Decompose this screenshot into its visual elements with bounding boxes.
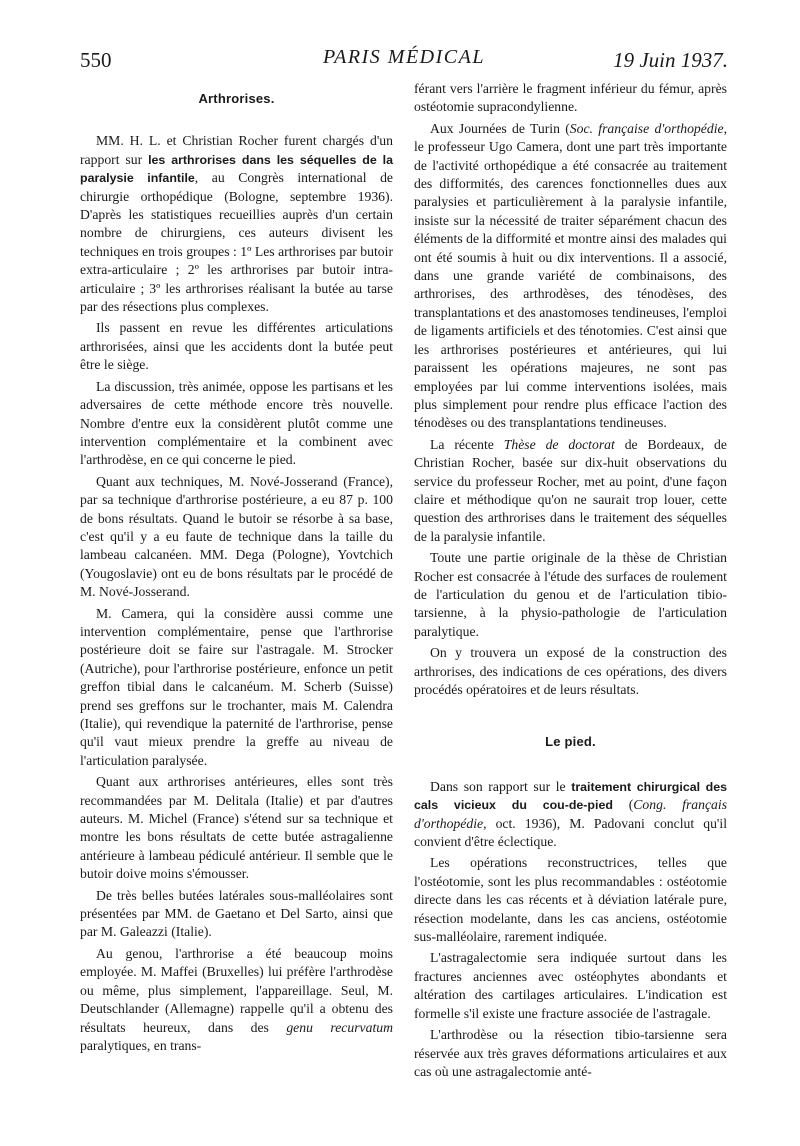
- paragraph: L'astragalectomie sera indiquée surtout dans les fractures anciennes avec ostéophytes abondants et altération des cartilages articulaires. L'indication est formelle s'il existe une fracture associée de l'astragale.: [414, 950, 727, 1021]
- paragraph: férant vers l'arrière le fragment inférieur du fémur, après ostéotomie supracondylienne.: [414, 81, 727, 115]
- text-run: de Bordeaux, de Christian Rocher, basée sur dix-huit observations du service du professeur Rocher, met au point, d'une façon claire et méthodique qu'on ne saurait trop louer, cette question des arthrorises dans le traitement des séquelles de la paralysie infantile.: [414, 436, 727, 544]
- paragraph: Ils passent en revue les différentes articulations arthrorisées, ainsi que les accidents dont la butée peut être le siège.: [80, 320, 393, 373]
- right-column: [414, 80, 727, 1084]
- paragraph: [80, 945, 393, 1055]
- text-run: Dans son rapport sur le: [430, 778, 572, 794]
- italic-run: Cong. français d'orthopédie: [414, 797, 728, 831]
- bold-run: traitement chirurgical des cals vicieux du cou-de-pied: [414, 779, 727, 813]
- journal-title: PARIS MÉDICAL: [323, 46, 485, 68]
- paragraph: L'arthrodèse ou la résection tibio-tarsienne sera réservée aux très graves déformations articulaires et aux cas où une astragalectomie anté-: [414, 1027, 727, 1079]
- paragraph: Quant aux techniques, M. Nové-Josserand (France), par sa technique d'arthrorise postérieure, a eu 87 p. 100 de bons résultats. Quand le butoir se résorbe à sa base, c'est qu'il y a eu faute de technique dans la taille du lambeau calcanéen. MM. Dega (Pologne), Yovtchich (Yougoslavie) ont eu de bons résultats par le procédé de M. Nové-Josserand.: [80, 473, 393, 600]
- text-run: , oct. 1936), M. Padovani conclut qu'il convient d'être éclectique.: [414, 815, 727, 850]
- paragraph: [80, 132, 393, 316]
- italic-run: Thèse de doctorat: [503, 436, 615, 452]
- text-run: , le professeur Ugo Camera, dont une part très importante de l'activité orthopédique a été consacrée au traitement des difformités, des carences fonctionnelles dues aux paralysies et particulièrement à la paralysie infantile, insiste sur la nécessité de traiter séparément chacun des éléments de la difformité et montre ainsi des malades qui ont été soumis à huit ou dix interventions. Il a associé, dans une grande variété de combinaisons, des arthrorises, des arthrodèses, des ténodèses, des transplantations et des anastomoses tendineuses, l'emploi de ligaments artificiels et des ténotomies. C'est ainsi que les arthrorises postérieures et antérieures, qui lui paraissent les opérations majeures, ne sont pas employées par lui comme interventions isolées, mais plus simplement pour rendre plus efficace l'action des ténodèses ou des transplantations tendineuses.: [414, 120, 727, 431]
- page-header: [80, 44, 728, 74]
- text-run: , au Congrès international de chirurgie orthopédique (Bologne, septembre 1936). D'après les statistiques recueillies auprès d'un certain nombre de chirurgiens, ces auteurs divisent les techniques en trois groupes : 1º Les arthrorises par butoir extra-articulaire ; 2º les arthrorises par butoir intra-articulaire ; 3º les arthrorises réalisant la butée au tarse par des résections plus complexes.: [80, 170, 393, 315]
- issue-date: 19 Juin 1937.: [613, 48, 728, 72]
- text-run: MM. H. L. et Christian Rocher furent chargés d'un rapport sur: [80, 133, 393, 167]
- italic-run: genu recurvatum: [286, 1019, 393, 1035]
- text-run: Aux Journées de Turin (: [430, 120, 570, 136]
- text-run: paralytiques, en trans-: [80, 1037, 202, 1053]
- paragraph: On y trouvera un exposé de la construction des arthrorises, des indications de ces opérations, des divers procédés opératoires et de leurs résultats.: [414, 645, 727, 697]
- paragraph: [414, 120, 727, 433]
- page-number: 550: [80, 48, 112, 72]
- bold-run: les arthrorises dans les séquelles de la paralysie infantile: [80, 152, 393, 186]
- section-title-le-pied: Le pied.: [545, 734, 596, 750]
- text-run: La récente: [430, 436, 504, 452]
- paragraph: La discussion, très animée, oppose les partisans et les adversaires de cette méthode encore très nouvelle. Nombre d'entre eux la considèrent plutôt comme une intervention complémentaire et la combinent avec l'arthrodèse, en ce qui concerne le pied.: [80, 378, 393, 468]
- left-column: [80, 80, 393, 1058]
- paragraph: M. Camera, qui la considère aussi comme une intervention complémentaire, pense que l'arthrorise postérieure doit se faire sur l'astragale. M. Strocker (Autriche), pour l'arthrorise postérieure, enfonce un petit greffon tibial dans le calcanéum. M. Scherb (Suisse) prend ses greffons sur le trochanter, mais M. Calendra (Italie), qui revendique la paternité de l'arthrorise, pense qu'il vaut mieux prendre la greffe au niveau de l'articulation paralysée.: [80, 605, 393, 768]
- paragraph: [414, 436, 727, 546]
- paragraph: [414, 778, 727, 852]
- paragraph: Les opérations reconstructrices, telles que l'ostéotomie, sont les plus recommandables : ostéotomie directe dans les cas récents et à déviation latérale pure, résection modelante, dans les cas anciens, ostéotomie sus-malléolaire, rarement indiquée.: [414, 855, 727, 945]
- paragraph: De très belles butées latérales sous-malléolaires sont présentées par MM. de Gaetano et Del Sarto, ainsi que par M. Galeazzi (Italie).: [80, 887, 393, 940]
- text-run: (: [612, 797, 634, 813]
- italic-run: Soc. française d'orthopédie: [569, 120, 724, 136]
- paragraph: Toute une partie originale de la thèse de Christian Rocher est consacrée à l'étude des surfaces de roulement de l'articulation du genou et de l'articulation tibio-tarsienne, à la physio-pathologie de l'articulation paralytique.: [414, 550, 727, 639]
- paragraph: Quant aux arthrorises antérieures, elles sont très recommandées par M. Delitala (Italie) et par d'autres auteurs. M. Michel (France) s'étend sur sa technique et montre les bons résultats de cette butée astragalienne antérieure à lambeau pédiculé antérieur. Il semble que le butoir doive moins s'émousser.: [80, 774, 393, 882]
- text-run: Au genou, l'arthrorise a été beaucoup moins employée. M. Maffei (Bruxelles) lui préfère l'arthrodèse ou même, plus simplement, l'appareillage. Seul, M. Deutschlander (Allemagne) rappelle qu'il a obtenu des résultats heureux, dans des: [80, 945, 393, 1035]
- section-title-arthrorises: Arthrorises.: [198, 91, 275, 106]
